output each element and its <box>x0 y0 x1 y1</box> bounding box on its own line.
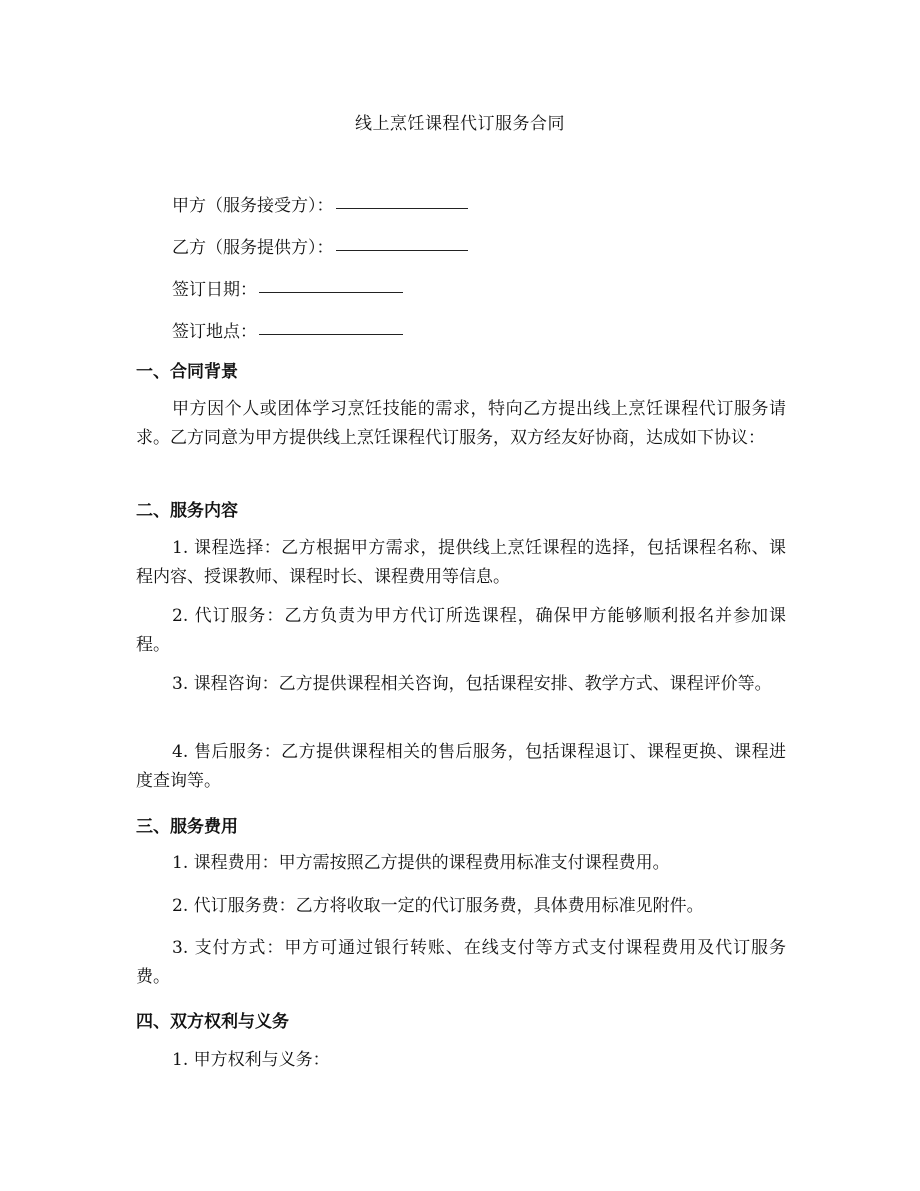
document-title: 线上烹饪课程代订服务合同 <box>355 114 565 134</box>
section-heading-service-content: 二、服务内容 <box>136 501 238 521</box>
sign-date-field <box>172 275 403 300</box>
sign-date-blank-line <box>259 278 403 293</box>
section-heading-service-fees: 三、服务费用 <box>136 817 238 837</box>
party-b-field <box>172 233 468 258</box>
party-a-blank-line <box>336 194 468 209</box>
fee-item: 1. 课程费用：甲方需按照乙方提供的课程费用标准支付课程费用。 <box>172 853 670 873</box>
sign-place-blank-line <box>259 320 403 335</box>
section-heading-background: 一、合同背景 <box>136 362 238 382</box>
party-b-label: 乙方（服务提供方）： <box>172 238 334 258</box>
sign-place-field <box>172 317 403 342</box>
fee-item: 2. 代订服务费：乙方将收取一定的代订服务费，具体费用标准见附件。 <box>172 896 704 916</box>
sign-date-label: 签订日期： <box>172 280 257 300</box>
party-a-label: 甲方（服务接受方）： <box>172 196 334 216</box>
party-b-blank-line <box>336 236 468 251</box>
background-paragraph: 甲方因个人或团体学习烹饪技能的需求，特向乙方提出线上烹饪课程代订服务请求。乙方同意为甲方提供线上烹饪课程代订服务，双方经友好协商，达成如下协议： <box>136 399 786 448</box>
service-item: 2. 代订服务：乙方负责为甲方代订所选课程，确保甲方能够顺利报名并参加课程。 <box>136 606 786 655</box>
sign-place-label: 签订地点： <box>172 322 257 342</box>
fee-item: 3. 支付方式：甲方可通过银行转账、在线支付等方式支付课程费用及代订服务费。 <box>136 938 786 987</box>
service-item: 3. 课程咨询：乙方提供课程相关咨询，包括课程安排、教学方式、课程评价等。 <box>172 674 772 694</box>
rights-item: 1. 甲方权利与义务： <box>172 1050 330 1070</box>
service-item: 1. 课程选择：乙方根据甲方需求，提供线上烹饪课程的选择，包括课程名称、课程内容、授课教师、课程时长、课程费用等信息。 <box>136 538 786 587</box>
section-heading-rights-obligations: 四、双方权利与义务 <box>136 1012 289 1032</box>
party-a-field <box>172 191 468 216</box>
service-item: 4. 售后服务：乙方提供课程相关的售后服务，包括课程退订、课程更换、课程进度查询等。 <box>136 742 786 791</box>
